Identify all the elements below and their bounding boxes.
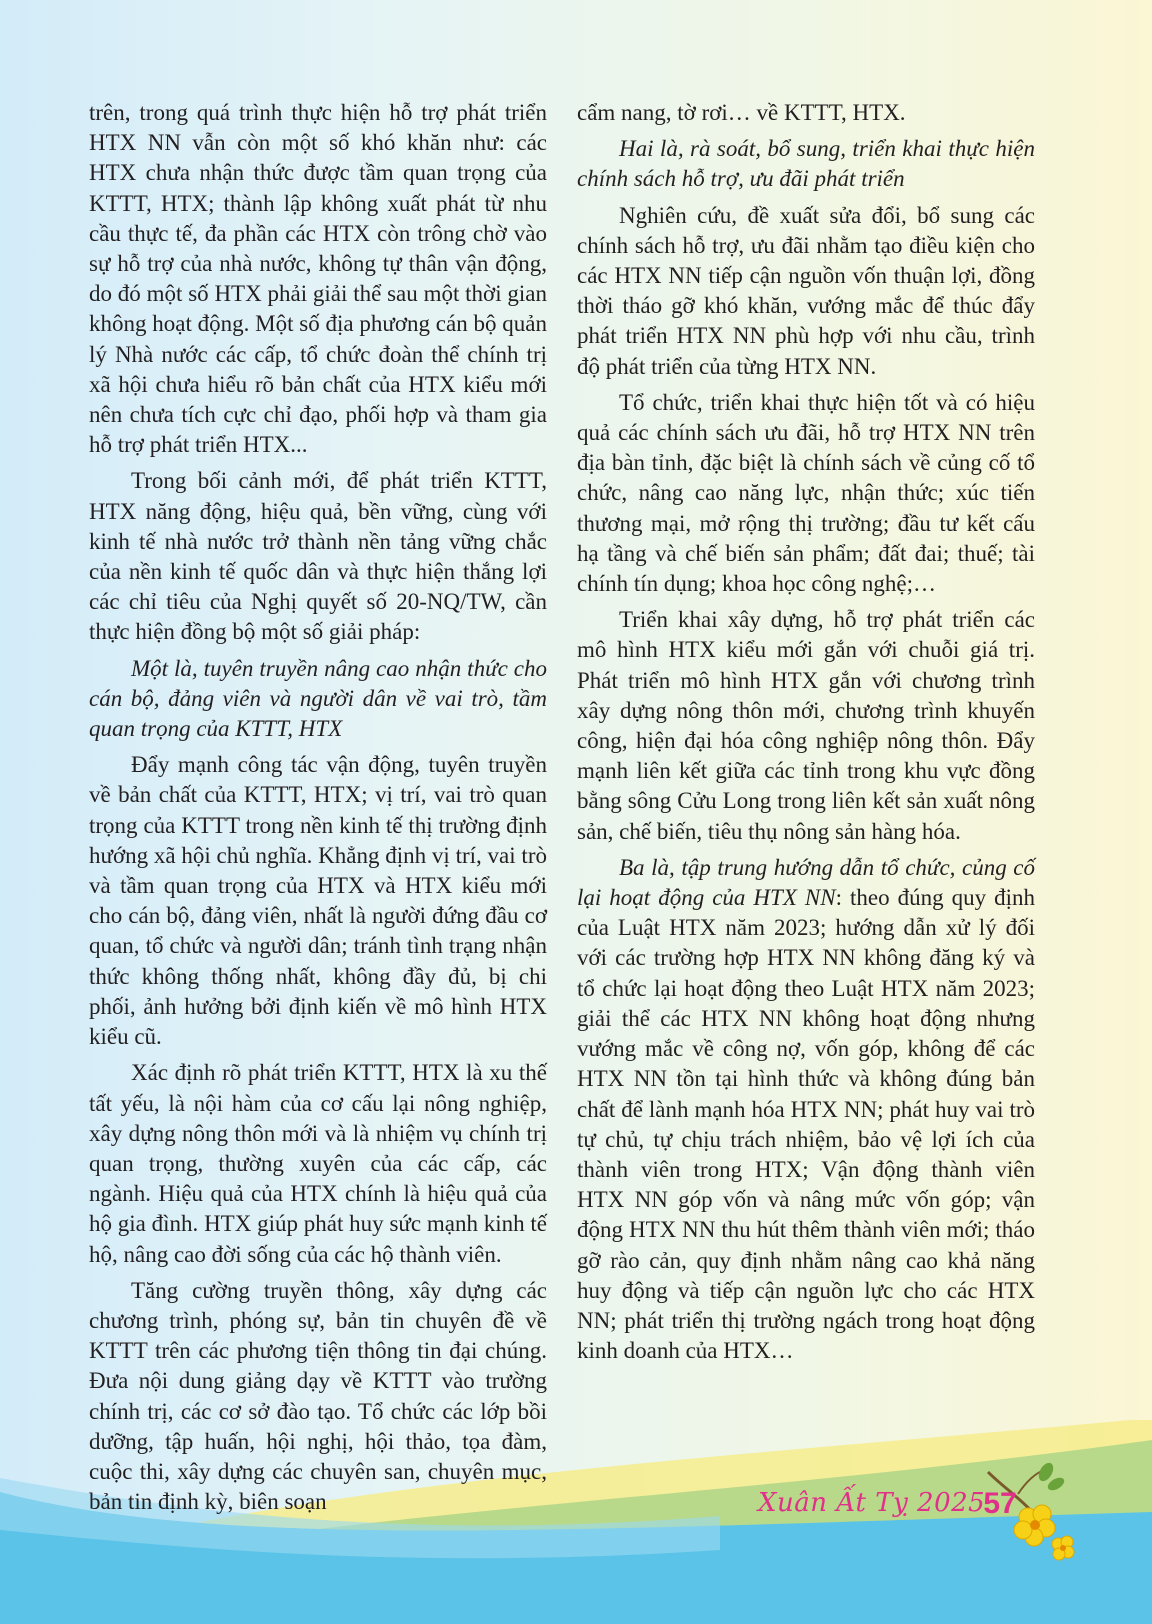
section-heading: Hai là, rà soát, bổ sung, triển khai thực hiện chính sách hỗ trợ, ưu đãi phát triển (577, 136, 1035, 192)
paragraph: Nghiên cứu, đề xuất sửa đổi, bổ sung các chính sách hỗ trợ, ưu đãi nhằm tạo điều kiện cho các HTX NN tiếp cận nguồn vốn thuận lợi, đồng thời tháo gỡ khó khăn, vướng mắc để thúc đẩy phát triển HTX NN phù hợp với nhu cầu, trình độ phát triển của từng HTX NN. (577, 202, 1035, 379)
paragraph: Đẩy mạnh công tác vận động, tuyên truyền về bản chất của KTTT, HTX; vị trí, vai trò quan trọng của KTTT trong nền kinh tế thị trường định hướng xã hội chủ nghĩa. Khẳng định vị trí, vai trò và tầm quan trọng của HTX và HTX kiểu mới cho cán bộ, đảng viên, nhất là người đứng đầu cơ quan, tổ chức và người dân; tránh tình trạng nhận thức không thống nhất, không đầy đủ, bị chi phối, ảnh hưởng bởi định kiến về mô hình HTX kiểu cũ. (89, 752, 547, 1050)
paragraph: trên, trong quá trình thực hiện hỗ trợ phát triển HTX NN vẫn còn một số khó khăn như: các HTX chưa nhận thức được tầm quan trọng của KTTT, HTX; thành lập không xuất phát từ nhu cầu thực tế, đa phần các HTX còn trông chờ vào sự hỗ trợ của nhà nước, không tự thân vận động, do đó một số HTX phải giải thể sau một thời gian không hoạt động. Một số địa phương cán bộ quản lý Nhà nước các cấp, tổ chức đoàn thể chính trị xã hội chưa hiểu rõ bản chất của HTX kiểu mới nên chưa tích cực chỉ đạo, phối hợp và tham gia hỗ trợ phát triển HTX... (89, 100, 547, 458)
paragraph: cẩm nang, tờ rơi… về KTTT, HTX. (577, 100, 906, 125)
paragraph: Trong bối cảnh mới, để phát triển KTTT, HTX năng động, hiệu quả, bền vững, cùng với kinh tế nhà nước trở thành nền tảng vững chắc của nền kinh tế quốc dân và thực hiện thắng lợi các chỉ tiêu của Nghị quyết số 20-NQ/TW, cần thực hiện đồng bộ một số giải pháp: (89, 468, 547, 645)
paragraph: Tổ chức, triển khai thực hiện tốt và có hiệu quả các chính sách ưu đãi, hỗ trợ HTX NN trên địa bàn tỉnh, đặc biệt là chính sách về củng cố tổ chức, nâng cao năng lực, nhận thức; xúc tiến thương mại, mở rộng thị trường; đầu tư kết cấu hạ tầng và chế biến sản phẩm; đất đai; thuế; tài chính tín dụng; khoa học công nghệ;… (577, 389, 1035, 597)
section-lead: Ba là, tập trung hướng dẫn tổ chức, củng cố lại hoạt động của HTX NN (577, 854, 1035, 911)
paragraph: Xác định rõ phát triển KTTT, HTX là xu thế tất yếu, là nội hàm của cơ cấu lại nông nghiệp, xây dựng nông thôn mới và là nhiệm vụ chính trị quan trọng, thường xuyên của các cấp, các ngành. Hiệu quả của HTX chính là hiệu quả của hộ gia đình. HTX giúp phát huy sức mạnh kinh tế hộ, nâng cao đời sống của các hộ thành viên. (89, 1060, 547, 1267)
right-column (577, 98, 1035, 1366)
paragraph: Triển khai xây dựng, hỗ trợ phát triển các mô hình HTX kiểu mới gắn với chuỗi giá trị. Phát triển mô hình HTX gắn với chương trình xây dựng nông thôn mới, chương trình khuyến công, hiện đại hóa công nghiệp nông thôn. Đẩy mạnh liên kết giữa các tỉnh trong khu vực đồng bằng sông Cửu Long trong liên kết sản xuất nông sản, chế biến, tiêu thụ nông sản hàng hóa. (577, 607, 1035, 844)
page-number: 57 (983, 1487, 1017, 1520)
issue-title: Xuân Ất Tỵ 2025 (758, 1488, 986, 1518)
paragraph-body: : theo đúng quy định của Luật HTX năm 2023; hướng dẫn xử lý đối với các trường hợp HTX NN không đăng ký và tổ chức lại hoạt động theo Luật HTX năm 2023; giải thể các HTX NN không hoạt động nhưng vướng mắc về công nợ, vốn góp, không để các HTX NN tồn tại hình thức và không đúng bản chất để lành mạnh hóa HTX NN; phát huy vai trò tự chủ, tự chịu trách nhiệm, bảo vệ lợi ích của thành viên trong HTX; Vận động thành viên HTX NN góp vốn và nâng mức vốn góp; vận động HTX NN thu hút thêm thành viên mới; tháo gỡ rào cản, quy định nhằm nâng cao khả năng huy động và tiếp cận nguồn lực cho các HTX NN; phát triển thị trường ngách trong hoạt động kinh doanh của HTX… (577, 885, 1035, 1364)
paragraph (577, 853, 1035, 1366)
paragraph: Tăng cường truyền thông, xây dựng các chương trình, phóng sự, bản tin chuyên đề về KTTT trên các phương tiện thông tin đại chúng. Đưa nội dung giảng dạy về KTTT vào trường chính trị, các cơ sở đào tạo. Tổ chức các lớp bồi dưỡng, tập huấn, hội nghị, hội thảo, tọa đàm, cuộc thi, xây dựng các chuyên san, chuyên mục, bản tin định kỳ, biên soạn (89, 1277, 547, 1515)
left-column (89, 98, 547, 1517)
section-heading: Một là, tuyên truyền nâng cao nhận thức cho cán bộ, đảng viên và người dân về vai trò, tầm quan trọng của KTTT, HTX (89, 655, 547, 742)
